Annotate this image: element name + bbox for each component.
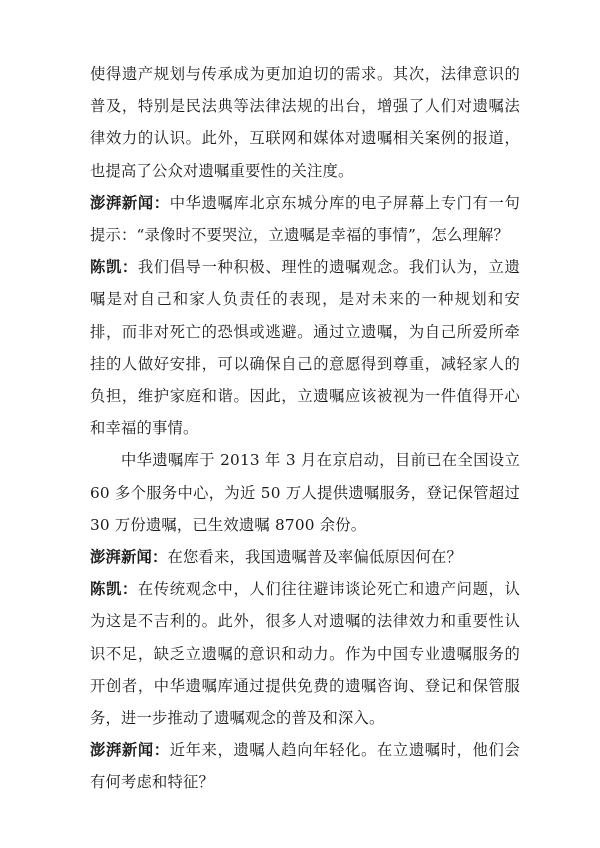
article-body <box>90 58 520 799</box>
paragraph-text: 使得遗产规划与传承成为更加迫切的需求。其次，法律意识的普及，特别是民法典等法律法规的出台，增强了人们对遗嘱法律效力的认识。此外，互联网和媒体对遗嘱相关案例的报道，也提高了公众对遗嘱重要性的关注度。 <box>90 65 520 180</box>
paragraph-text: 中华遗嘱库北京东城分库的电子屏幕上专门有一句提示：“录像时不要哭泣，立遗嘱是幸福的事情”，怎么理解？ <box>90 193 520 245</box>
speaker-label: 澎湃新闻： <box>90 193 170 212</box>
paragraph-answer <box>90 573 520 734</box>
paragraph-question <box>90 734 520 798</box>
paragraph-answer <box>90 251 520 444</box>
paragraph-question <box>90 187 520 251</box>
paragraph-text: 我们倡导一种积极、理性的遗嘱观念。我们认为，立遗嘱是对自己和家人负责任的表现，是对未来的一种规划和安排，而非对死亡的恐惧或逃避。通过立遗嘱，为自己所爱所牵挂的人做好安排，可以确保自己的意愿得到尊重，减轻家人的负担，维护家庭和谐。因此，立遗嘱应该被视为一件值得开心和幸福的事情。 <box>90 258 520 438</box>
speaker-label: 陈凯： <box>90 258 138 277</box>
paragraph-question <box>90 541 520 573</box>
paragraph-text: 中华遗嘱库于 2013 年 3 月在京启动，目前已在全国设立 60 多个服务中心，为近 50 万人提供遗嘱服务，登记保管超过 30 万份遗嘱，已生效遗嘱 8700 余份。 <box>90 451 520 534</box>
speaker-label: 澎湃新闻： <box>90 548 168 567</box>
paragraph-continuation <box>90 58 520 187</box>
paragraph-narrative <box>90 444 520 541</box>
speaker-label: 陈凯： <box>90 580 138 599</box>
paragraph-text: 近年来，遗嘱人趋向年轻化。在立遗嘱时，他们会有何考虑和特征？ <box>90 741 520 792</box>
paragraph-text: 在您看来，我国遗嘱普及率偏低原因何在？ <box>167 548 462 567</box>
paragraph-text: 在传统观念中，人们往往避讳谈论死亡和遗产问题，认为这是不吉利的。此外，很多人对遗嘱的法律效力和重要性认识不足，缺乏立遗嘱的意识和动力。作为中国专业遗嘱服务的开创者，中华遗嘱库通过提供免费的遗嘱咨询、登记和保管服务，进一步推动了遗嘱观念的普及和深入。 <box>90 580 520 728</box>
speaker-label: 澎湃新闻： <box>90 741 170 760</box>
